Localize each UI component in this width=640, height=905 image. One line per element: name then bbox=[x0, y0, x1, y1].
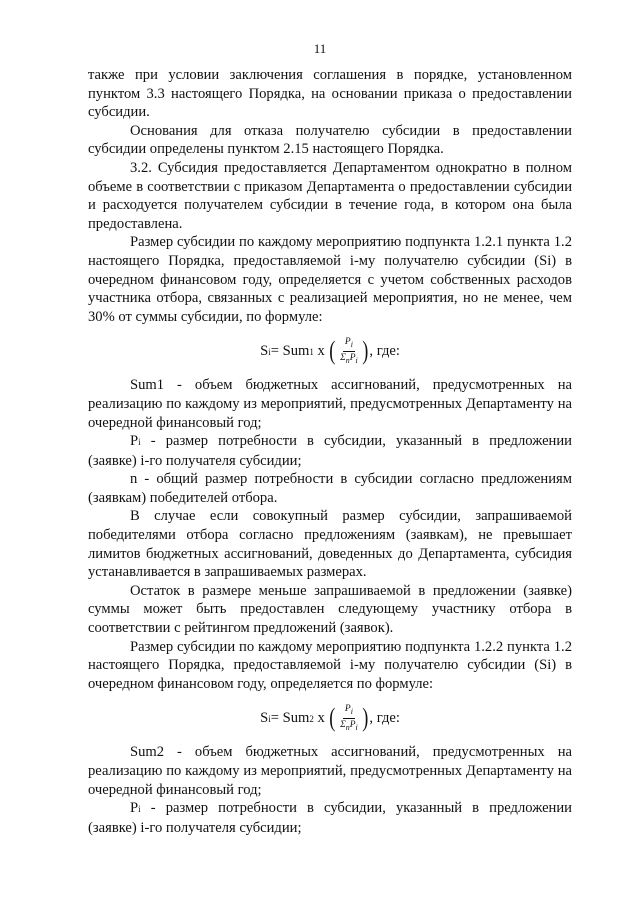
formula-lhs: Si bbox=[260, 709, 271, 726]
paragraph: Pi - размер потребности в субсидии, указанный в предложении (заявке) i-го получателя субсидии; bbox=[88, 800, 572, 836]
paragraph: Остаток в размере меньше запрашиваемой в предложении (заявке) суммы может быть предоставлен следующему участнику отбора в соответствии с рейтингом предложений (заявок). bbox=[88, 582, 572, 637]
formula-sum: = Sum1 bbox=[270, 342, 314, 359]
paragraph: n - общий размер потребности в субсидии согласно предложениям (заявкам) победителей отбора. bbox=[88, 471, 572, 506]
paragraph: Pi - размер потребности в субсидии, указанный в предложении (заявке) i-го получателя субсидии; bbox=[88, 433, 572, 469]
formula-paren-open: ( bbox=[329, 703, 336, 733]
formula-fraction: $\frac{P_i}{\Sigma_nP_i}$ bbox=[340, 704, 358, 732]
formula-tail: , где: bbox=[369, 710, 400, 727]
formula-tail: , где: bbox=[369, 343, 400, 360]
paragraph: Размер субсидии по каждому мероприятию подпункта 1.2.1 пункта 1.2 настоящего Порядка, предоставляемой i-му получателю субсидии (Si) в очередном финансовом году, определяется с учетом собственных расходов участника отбора, связанных с реализацией мероприятия, но не менее, чем 30% от суммы субсидии, по формуле: bbox=[88, 234, 572, 325]
formula-paren-close: ) bbox=[362, 336, 369, 366]
paragraph: Размер субсидии по каждому мероприятию подпункта 1.2.2 пункта 1.2 настоящего Порядка, предоставляемой i-му получателю субсидии (Si) в очередном финансовом году, определяется по формуле: bbox=[88, 638, 572, 692]
formula-times: x bbox=[313, 710, 329, 727]
paragraph: В случае если совокупный размер субсидии, запрашиваемой победителями отбора согласно предложениям (заявкам), не превышает лимитов бюджетных ассигнований, доведенных до Департамента, субсидия устанавливается в запрашиваемых размерах. bbox=[88, 508, 572, 581]
paragraph: Sum2 - объем бюджетных ассигнований, предусмотренных на реализацию по каждому из мероприятий, предусмотренных Департаменту на очередной финансовый год; bbox=[88, 744, 572, 798]
document-body bbox=[88, 66, 572, 837]
paragraph: Основания для отказа получателю субсидии в предоставлении субсидии определены пунктом 2.15 настоящего Порядка. bbox=[88, 122, 572, 158]
formula-paren-close: ) bbox=[362, 703, 369, 733]
paragraph: 3.2. Субсидия предоставляется Департаментом однократно в полном объеме в соответствии с приказом Департамента о предоставлении субсидии и расходуется получателем субсидии в течение года, в котором она была предоставлена. bbox=[88, 159, 572, 232]
formula-fraction: $\frac{P_i}{\Sigma_nP_i}$ bbox=[340, 336, 358, 365]
page-number: 11 bbox=[313, 41, 327, 56]
formula-lhs: Si bbox=[260, 342, 271, 359]
formula-times: x bbox=[313, 343, 329, 360]
formula-sum: = Sum2 bbox=[270, 709, 314, 726]
paragraph: Sum1 - объем бюджетных ассигнований, предусмотренных на реализацию по каждому из мероприятий, предусмотренных Департаменту на очередной финансовый год; bbox=[88, 377, 572, 431]
formula-2 bbox=[88, 693, 572, 743]
paragraph: также при условии заключения соглашения в порядке, установленном пунктом 3.3 настоящего Порядка, на основании приказа о предоставлении субсидии. bbox=[88, 67, 572, 121]
formula-1 bbox=[88, 326, 572, 376]
formula-paren-open: ( bbox=[329, 336, 336, 366]
